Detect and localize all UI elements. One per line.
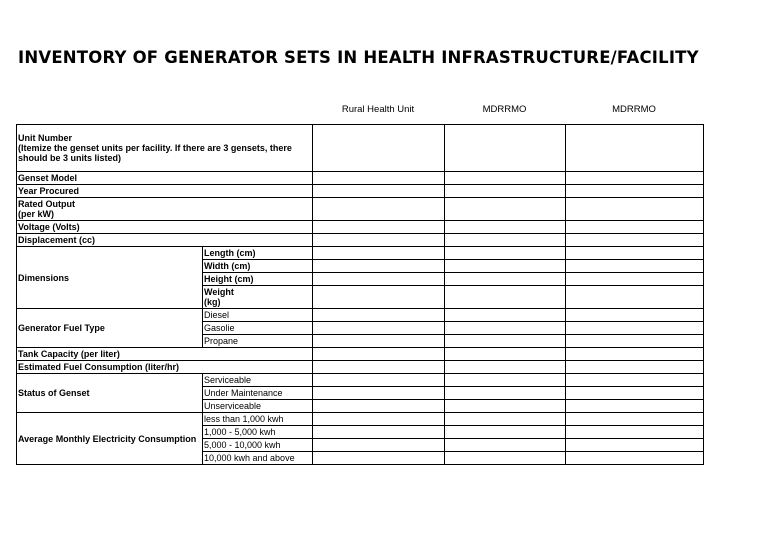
table-row-rated-output (17, 198, 704, 221)
input-cell-mdrrmo-1[interactable] (445, 221, 566, 234)
column-header-mdrrmo-2: MDRRMO (612, 104, 656, 115)
column-header-mdrrmo-1: MDRRMO (482, 104, 527, 115)
sub-label-height: Height (cm) (203, 273, 313, 286)
table-row-less-than-1000 (17, 413, 704, 426)
input-cell-rhu[interactable] (313, 247, 445, 260)
row-label-electricity: Average Monthly Electricity Consumption (17, 413, 203, 465)
input-cell-rhu[interactable] (313, 387, 445, 400)
table-row-displacement (17, 234, 704, 247)
input-cell-mdrrmo-2[interactable] (566, 260, 704, 273)
input-cell-mdrrmo-1[interactable] (445, 439, 566, 452)
input-cell-rhu[interactable] (313, 273, 445, 286)
sub-label-propane: Propane (203, 335, 313, 348)
input-cell-mdrrmo-2[interactable] (566, 413, 704, 426)
input-cell-mdrrmo-2[interactable] (566, 439, 704, 452)
input-cell-mdrrmo-2[interactable] (566, 309, 704, 322)
input-cell-mdrrmo-1[interactable] (445, 374, 566, 387)
input-cell-rhu[interactable] (313, 198, 445, 221)
input-cell-mdrrmo-1[interactable] (445, 452, 566, 465)
sub-label-10000-above: 10,000 kwh and above (203, 452, 313, 465)
input-cell-mdrrmo-1[interactable] (445, 198, 566, 221)
input-cell-mdrrmo-1[interactable] (445, 426, 566, 439)
input-cell-rhu[interactable] (313, 348, 445, 361)
table-row-diesel (17, 309, 704, 322)
input-cell-mdrrmo-1[interactable] (445, 361, 566, 374)
row-label-rated-output: Rated Output (per kW) (17, 198, 313, 221)
sub-label-5000-10000: 5,000 - 10,000 kwh (203, 439, 313, 452)
sub-label-weight: Weight (kg) (203, 286, 313, 309)
input-cell-mdrrmo-1[interactable] (445, 348, 566, 361)
row-label-fuel-consumption: Estimated Fuel Consumption (liter/hr) (17, 361, 313, 374)
input-cell-mdrrmo-2[interactable] (566, 234, 704, 247)
table-row-fuel-consumption (17, 361, 704, 374)
row-label-displacement: Displacement (cc) (17, 234, 313, 247)
input-cell-mdrrmo-2[interactable] (566, 221, 704, 234)
input-cell-mdrrmo-2[interactable] (566, 426, 704, 439)
input-cell-rhu[interactable] (313, 125, 445, 172)
input-cell-mdrrmo-2[interactable] (566, 247, 704, 260)
input-cell-mdrrmo-1[interactable] (445, 400, 566, 413)
input-cell-rhu[interactable] (313, 234, 445, 247)
input-cell-mdrrmo-1[interactable] (445, 273, 566, 286)
row-label-tank-capacity: Tank Capacity (per liter) (17, 348, 313, 361)
sub-label-under-maintenance: Under Maintenance (203, 387, 313, 400)
input-cell-mdrrmo-1[interactable] (445, 413, 566, 426)
sub-label-width: Width (cm) (203, 260, 313, 273)
input-cell-rhu[interactable] (313, 400, 445, 413)
sub-label-unserviceable: Unserviceable (203, 400, 313, 413)
input-cell-rhu[interactable] (313, 374, 445, 387)
input-cell-mdrrmo-2[interactable] (566, 185, 704, 198)
input-cell-rhu[interactable] (313, 335, 445, 348)
sub-label-gasolie: Gasolie (203, 322, 313, 335)
input-cell-rhu[interactable] (313, 413, 445, 426)
input-cell-mdrrmo-1[interactable] (445, 260, 566, 273)
input-cell-mdrrmo-1[interactable] (445, 172, 566, 185)
input-cell-rhu[interactable] (313, 439, 445, 452)
input-cell-mdrrmo-1[interactable] (445, 234, 566, 247)
sub-label-length: Length (cm) (203, 247, 313, 260)
table-row-tank-capacity (17, 348, 704, 361)
input-cell-mdrrmo-1[interactable] (445, 309, 566, 322)
column-header-rural-health-unit: Rural Health Unit (341, 104, 415, 115)
table-row-length (17, 247, 704, 260)
input-cell-mdrrmo-1[interactable] (445, 286, 566, 309)
table-row-year-procured (17, 185, 704, 198)
input-cell-rhu[interactable] (313, 361, 445, 374)
input-cell-mdrrmo-1[interactable] (445, 387, 566, 400)
sub-label-1000-5000: 1,000 - 5,000 kwh (203, 426, 313, 439)
input-cell-rhu[interactable] (313, 260, 445, 273)
input-cell-mdrrmo-2[interactable] (566, 348, 704, 361)
input-cell-rhu[interactable] (313, 452, 445, 465)
row-label-year-procured: Year Procured (17, 185, 313, 198)
input-cell-rhu[interactable] (313, 426, 445, 439)
input-cell-rhu[interactable] (313, 309, 445, 322)
row-label-dimensions: Dimensions (17, 247, 203, 309)
input-cell-mdrrmo-1[interactable] (445, 247, 566, 260)
input-cell-mdrrmo-2[interactable] (566, 387, 704, 400)
sub-label-diesel: Diesel (203, 309, 313, 322)
input-cell-rhu[interactable] (313, 221, 445, 234)
input-cell-mdrrmo-2[interactable] (566, 198, 704, 221)
input-cell-mdrrmo-2[interactable] (566, 125, 704, 172)
input-cell-mdrrmo-2[interactable] (566, 374, 704, 387)
input-cell-rhu[interactable] (313, 322, 445, 335)
input-cell-mdrrmo-2[interactable] (566, 400, 704, 413)
input-cell-mdrrmo-1[interactable] (445, 125, 566, 172)
row-label-genset-model: Genset Model (17, 172, 313, 185)
page-title: INVENTORY OF GENERATOR SETS IN HEALTH INFRASTRUCTURE/FACILITY (18, 48, 699, 67)
table-row-serviceable (17, 374, 704, 387)
input-cell-rhu[interactable] (313, 185, 445, 198)
input-cell-mdrrmo-2[interactable] (566, 335, 704, 348)
input-cell-mdrrmo-2[interactable] (566, 286, 704, 309)
row-label-unit-number: Unit Number (Itemize the genset units per facility. If there are 3 gensets, there should be 3 units listed) (17, 125, 313, 172)
input-cell-rhu[interactable] (313, 286, 445, 309)
input-cell-mdrrmo-1[interactable] (445, 185, 566, 198)
table-row-genset-model (17, 172, 704, 185)
input-cell-rhu[interactable] (313, 172, 445, 185)
input-cell-mdrrmo-2[interactable] (566, 273, 704, 286)
input-cell-mdrrmo-1[interactable] (445, 322, 566, 335)
input-cell-mdrrmo-1[interactable] (445, 335, 566, 348)
row-label-status: Status of Genset (17, 374, 203, 413)
row-label-fuel-type: Generator Fuel Type (17, 309, 203, 348)
table-row-voltage (17, 221, 704, 234)
sub-label-serviceable: Serviceable (203, 374, 313, 387)
row-label-voltage: Voltage (Volts) (17, 221, 313, 234)
input-cell-mdrrmo-2[interactable] (566, 361, 704, 374)
input-cell-mdrrmo-2[interactable] (566, 172, 704, 185)
sub-label-less-than-1000: less than 1,000 kwh (203, 413, 313, 426)
input-cell-mdrrmo-2[interactable] (566, 452, 704, 465)
table-row-unit-number (17, 125, 704, 172)
input-cell-mdrrmo-2[interactable] (566, 322, 704, 335)
inventory-table (16, 124, 704, 465)
